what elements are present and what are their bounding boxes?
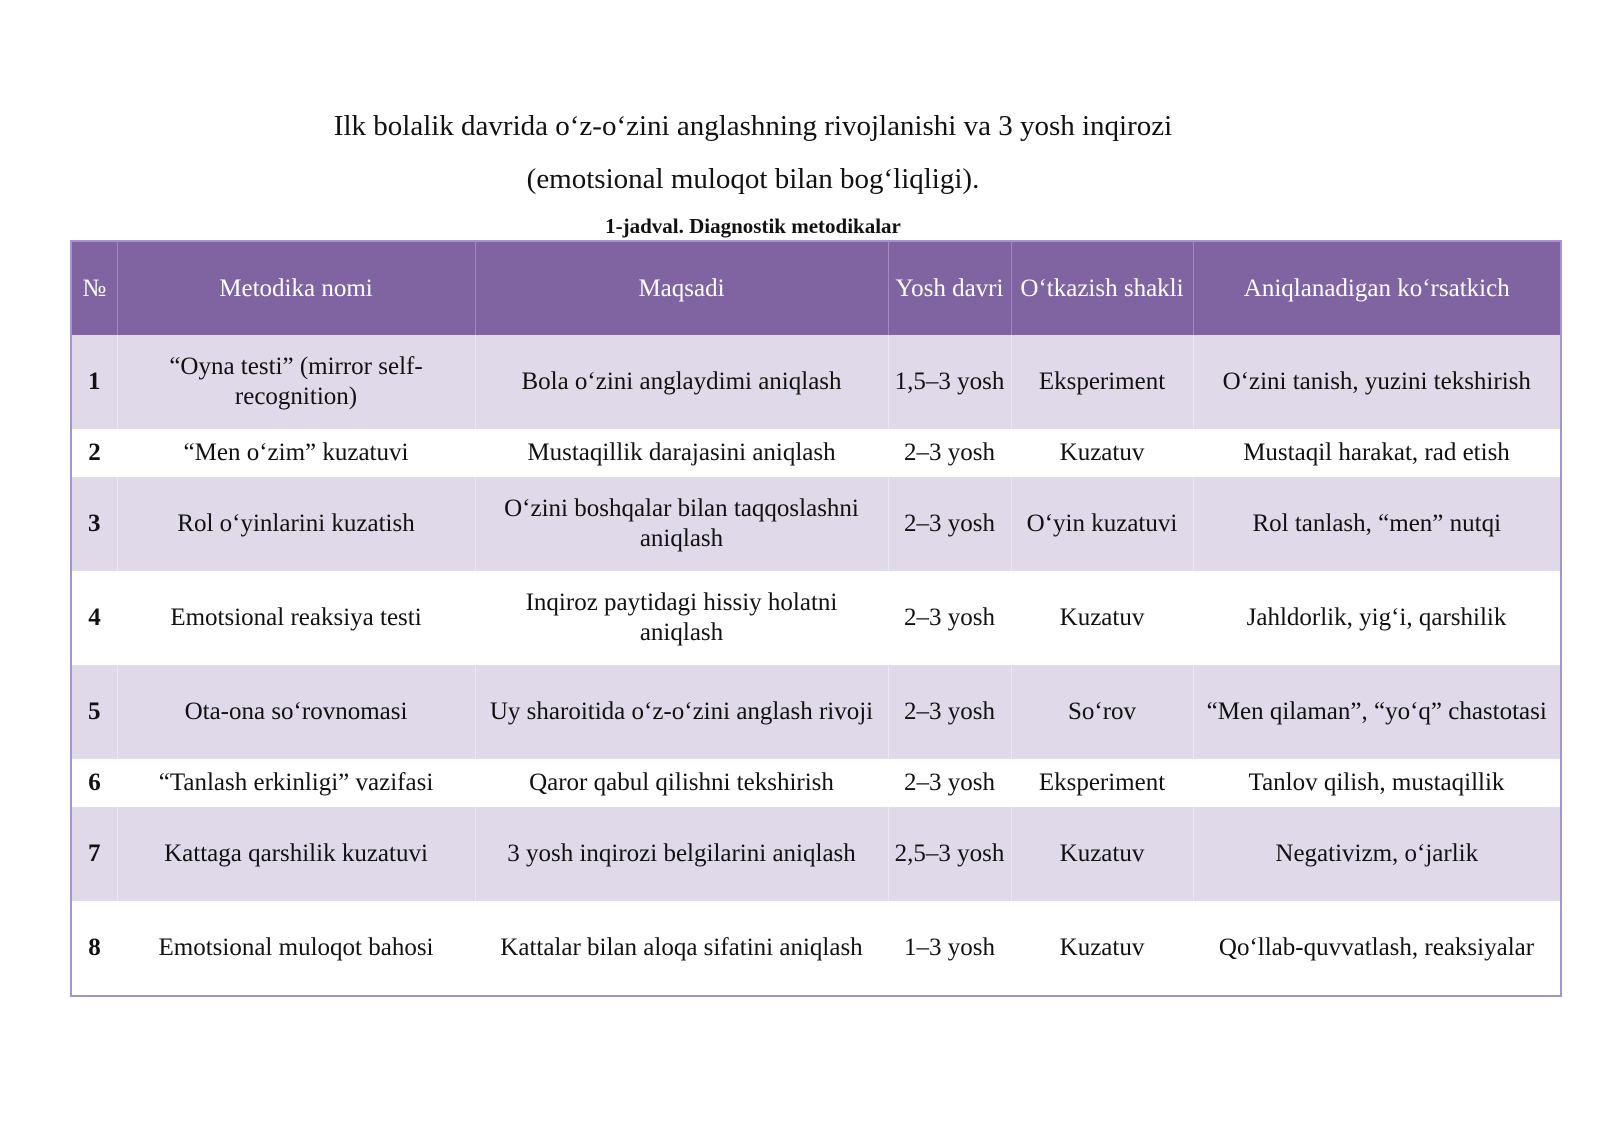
table-row — [71, 477, 1561, 571]
header-indicator: Aniqlanadigan ko‘rsatkich — [1193, 241, 1561, 335]
method-name: Ota-ona so‘rovnomasi — [117, 665, 475, 759]
conduct-form: Kuzatuv — [1011, 571, 1193, 665]
row-number: 2 — [71, 429, 117, 477]
table-row — [71, 429, 1561, 477]
conduct-form: So‘rov — [1011, 665, 1193, 759]
method-goal: Uy sharoitida o‘z-o‘zini anglash rivoji — [475, 665, 888, 759]
age-period: 1–3 yosh — [888, 901, 1011, 996]
table-row — [71, 759, 1561, 807]
indicator: Rol tanlash, “men” nutqi — [1193, 477, 1561, 571]
row-number: 1 — [71, 335, 117, 429]
method-name: Kattaga qarshilik kuzatuvi — [117, 807, 475, 901]
indicator: Negativizm, o‘jarlik — [1193, 807, 1561, 901]
age-period: 2–3 yosh — [888, 429, 1011, 477]
indicator: Qo‘llab-quvvatlash, reaksiyalar — [1193, 901, 1561, 996]
row-number: 6 — [71, 759, 117, 807]
method-goal: Inqiroz paytidagi hissiy holatni aniqlash — [475, 571, 888, 665]
header-conduct-form: O‘tkazish shakli — [1011, 241, 1193, 335]
header-goal: Maqsadi — [475, 241, 888, 335]
header-age-period: Yosh davri — [888, 241, 1011, 335]
table-caption: 1-jadval. Diagnostik metodikalar — [605, 214, 901, 238]
method-goal: Qaror qabul qilishni tekshirish — [475, 759, 888, 807]
method-name: “Men o‘zim” kuzatuvi — [117, 429, 475, 477]
indicator: “Men qilaman”, “yo‘q” chastotasi — [1193, 665, 1561, 759]
table-row — [71, 665, 1561, 759]
age-period: 2–3 yosh — [888, 665, 1011, 759]
document-title-line-1: Ilk bolalik davrida o‘z-o‘zini anglashning rivojlanishi va 3 yosh inqirozi — [333, 110, 1173, 142]
method-goal: O‘zini boshqalar bilan taqqoslashni aniqlash — [475, 477, 888, 571]
method-goal: Kattalar bilan aloqa sifatini aniqlash — [475, 901, 888, 996]
age-period: 2–3 yosh — [888, 759, 1011, 807]
conduct-form: Kuzatuv — [1011, 429, 1193, 477]
method-name: “Tanlash erkinligi” vazifasi — [117, 759, 475, 807]
method-goal: 3 yosh inqirozi belgilarini aniqlash — [475, 807, 888, 901]
row-number: 3 — [71, 477, 117, 571]
method-name: Emotsional reaksiya testi — [117, 571, 475, 665]
row-number: 7 — [71, 807, 117, 901]
table-row — [71, 335, 1561, 429]
age-period: 1,5–3 yosh — [888, 335, 1011, 429]
table-row — [71, 807, 1561, 901]
document-title-line-2: (emotsional muloqot bilan bog‘liqligi). — [526, 163, 980, 195]
age-period: 2–3 yosh — [888, 477, 1011, 571]
header-method-name: Metodika nomi — [117, 241, 475, 335]
table-row — [71, 571, 1561, 665]
method-goal: Mustaqillik darajasini aniqlash — [475, 429, 888, 477]
table-row — [71, 901, 1561, 996]
conduct-form: Kuzatuv — [1011, 807, 1193, 901]
conduct-form: Eksperiment — [1011, 759, 1193, 807]
indicator: O‘zini tanish, yuzini tekshirish — [1193, 335, 1561, 429]
indicator: Mustaqil harakat, rad etish — [1193, 429, 1561, 477]
method-name: Emotsional muloqot bahosi — [117, 901, 475, 996]
row-number: 4 — [71, 571, 117, 665]
method-goal: Bola o‘zini anglaydimi aniqlash — [475, 335, 888, 429]
conduct-form: O‘yin kuzatuvi — [1011, 477, 1193, 571]
row-number: 5 — [71, 665, 117, 759]
indicator: Jahldorlik, yig‘i, qarshilik — [1193, 571, 1561, 665]
age-period: 2,5–3 yosh — [888, 807, 1011, 901]
diagnostic-methods-table — [70, 240, 1562, 997]
indicator: Tanlov qilish, mustaqillik — [1193, 759, 1561, 807]
header-number: № — [71, 241, 117, 335]
conduct-form: Eksperiment — [1011, 335, 1193, 429]
table-header-row — [71, 241, 1561, 335]
row-number: 8 — [71, 901, 117, 996]
age-period: 2–3 yosh — [888, 571, 1011, 665]
method-name: Rol o‘yinlarini kuzatish — [117, 477, 475, 571]
conduct-form: Kuzatuv — [1011, 901, 1193, 996]
method-name: “Oyna testi” (mirror self-recognition) — [117, 335, 475, 429]
